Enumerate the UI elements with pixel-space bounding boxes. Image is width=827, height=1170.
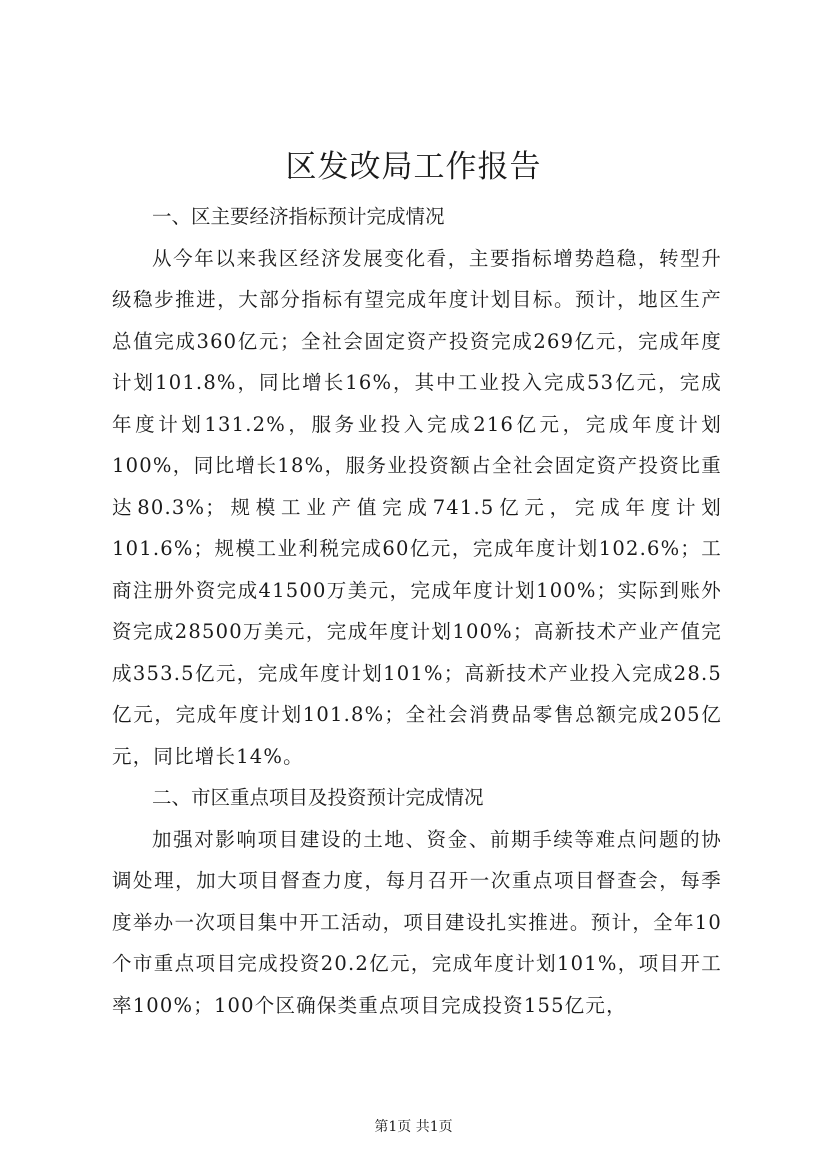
section-paragraph-1: 从今年以来我区经济发展变化看，主要指标增势趋稳，转型升级稳步推进，大部分指标有望完成年度计划目标。预计，地区生产总值完成360亿元；全社会固定资产投资完成269亿元，完成年度计划101.8%，同比增长16%，其中工业投入完成53亿元，完成年度计划131.2%，服务业投入完成216亿元，完成年度计划100%，同比增长18%，服务业投资额占全社会固定资产投资比重达80.3%；规模工业产值完成741.5亿元，完成年度计划101.6%；规模工业利税完成60亿元，完成年度计划102.6%；工商注册外资完成41500万美元，完成年度计划100%；实际到账外资完成28500万美元，完成年度计划100%；高新技术产业产值完成353.5亿元，完成年度计划101%；高新技术产业投入完成28.5亿元，完成年度计划101.8%；全社会消费品零售总额完成205亿元，同比增长14%。 [112,246,722,768]
section-heading-2: 二、市区重点项目及投资预计完成情况 [152,786,484,809]
page-footer: 第1页 共1页 [374,1119,453,1135]
document-body [112,196,722,1026]
section-paragraph-2: 加强对影响项目建设的土地、资金、前期手续等难点问题的协调处理，加大项目督查力度，每月召开一次重点项目督查会，每季度举办一次项目集中开工活动，项目建设扎实推进。预计，全年10个市重点项目完成投资20.2亿元，完成年度计划101%，项目开工率100%；100个区确保类重点项目完成投资155亿元， [112,827,722,1017]
document-title: 区发改局工作报告 [285,149,542,185]
section-heading-1: 一、区主要经济指标预计完成情况 [152,205,445,228]
